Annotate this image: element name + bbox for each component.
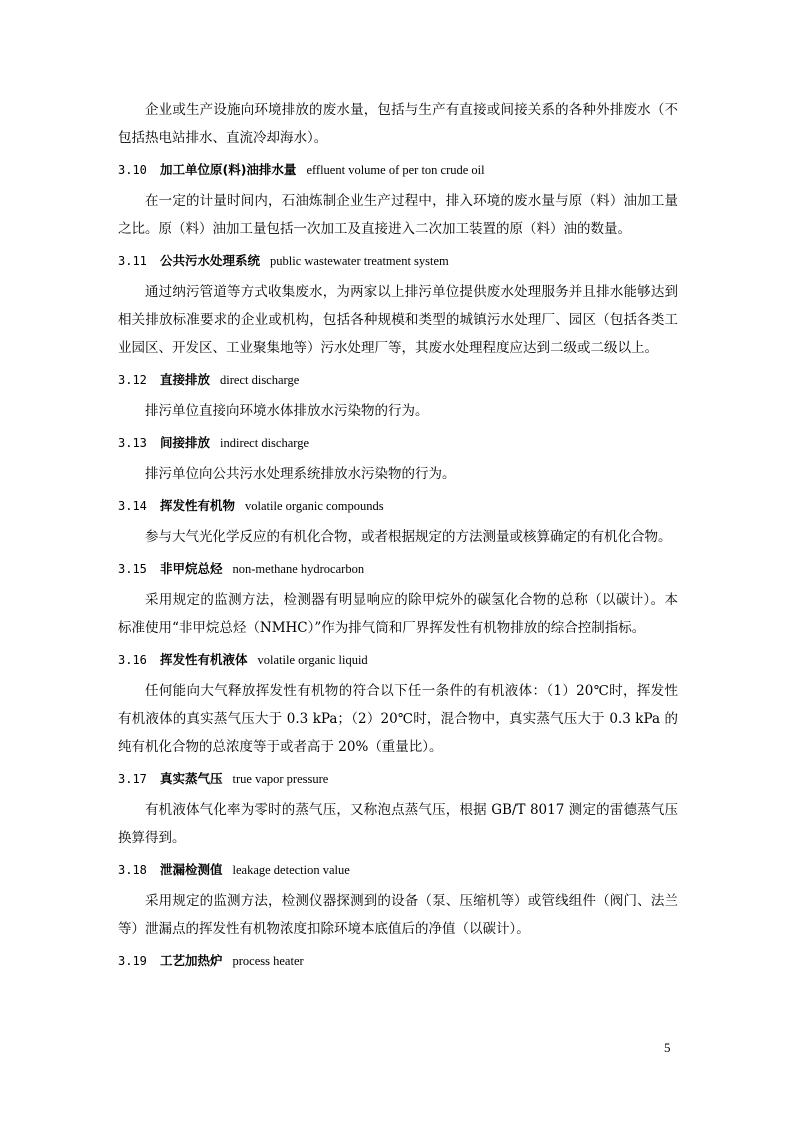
term-definition: 有机液体气化率为零时的蒸气压，又称泡点蒸气压，根据 GB/T 8017 测定的雷德蒸气压换算得到。 xyxy=(118,802,678,846)
term-section xyxy=(118,551,678,642)
term-section xyxy=(118,243,678,362)
term-definition: 参与大气光化学反应的有机化合物，或者根据规定的方法测量或核算确定的有机化合物。 xyxy=(145,529,672,545)
term-section xyxy=(118,642,678,761)
term-definition: 排污单位直接向环境水体排放水污染物的行为。 xyxy=(145,403,429,419)
term-heading xyxy=(118,642,678,677)
term-heading xyxy=(118,152,678,187)
term-heading xyxy=(118,761,678,796)
term-chinese-name: 泄漏检测值 xyxy=(160,862,223,877)
term-number: 3.17 xyxy=(118,772,147,786)
term-chinese-name: 工艺加热炉 xyxy=(160,953,223,968)
term-number: 3.19 xyxy=(118,954,147,968)
term-english-name: public wastewater treatment system xyxy=(270,254,449,268)
term-heading xyxy=(118,488,678,523)
document-page xyxy=(118,96,678,978)
term-definition: 排污单位向公共污水处理系统排放水污染物的行为。 xyxy=(145,466,456,482)
term-section xyxy=(118,425,678,488)
term-number: 3.12 xyxy=(118,373,147,387)
term-english-name: true vapor pressure xyxy=(232,772,329,786)
term-section xyxy=(118,152,678,243)
term-heading xyxy=(118,943,678,978)
term-english-name: process heater xyxy=(232,954,304,968)
term-definition: 在一定的计量时间内，石油炼制企业生产过程中，排入环境的废水量与原（料）油加工量之比。原（料）油加工量包括一次加工及直接进入二次加工装置的原（料）油的数量。 xyxy=(118,193,678,237)
term-chinese-name: 直接排放 xyxy=(160,372,211,387)
term-chinese-name: 挥发性有机物 xyxy=(160,498,236,513)
term-section xyxy=(118,761,678,852)
term-number: 3.16 xyxy=(118,653,147,667)
term-chinese-name: 真实蒸气压 xyxy=(160,771,223,786)
term-definition: 采用规定的监测方法，检测仪器探测到的设备（泵、压缩机等）或管线组件（阀门、法兰等）泄漏点的挥发性有机物浓度扣除环境本底值后的净值（以碳计）。 xyxy=(118,893,678,937)
term-heading xyxy=(118,551,678,586)
term-number: 3.13 xyxy=(118,436,147,450)
term-number: 3.15 xyxy=(118,562,147,576)
term-heading xyxy=(118,243,678,278)
term-definition: 任何能向大气释放挥发性有机物的符合以下任一条件的有机液体：（1）20℃时，挥发性有机液体的真实蒸气压大于 0.3 kPa；（2）20℃时，混合物中，真实蒸气压大于 0.3 kPa 的纯有机化合物的总浓度等于或者高于 20%（重量比）。 xyxy=(118,683,678,755)
term-number: 3.18 xyxy=(118,863,147,877)
term-number: 3.14 xyxy=(118,499,147,513)
term-section xyxy=(118,852,678,943)
term-heading xyxy=(118,852,678,887)
term-english-name: non-methane hydrocarbon xyxy=(232,562,365,576)
page-number: 5 xyxy=(664,1040,671,1055)
term-chinese-name: 挥发性有机液体 xyxy=(160,652,248,667)
term-heading xyxy=(118,425,678,460)
term-chinese-name: 间接排放 xyxy=(160,435,211,450)
term-section xyxy=(118,362,678,425)
term-english-name: volatile organic compounds xyxy=(245,499,384,513)
term-number: 3.11 xyxy=(118,254,147,268)
term-chinese-name: 非甲烷总烃 xyxy=(160,561,223,576)
term-english-name: volatile organic liquid xyxy=(257,653,368,667)
term-section xyxy=(118,488,678,551)
term-english-name: leakage detection value xyxy=(232,863,350,877)
term-chinese-name: 加工单位原(料)油排水量 xyxy=(160,162,297,177)
term-number: 3.10 xyxy=(118,163,147,177)
term-heading xyxy=(118,362,678,397)
term-section xyxy=(118,943,678,978)
intro-paragraph: 企业或生产设施向环境排放的废水量，包括与生产有直接或间接关系的各种外排废水（不包括热电站排水、直流冷却海水）。 xyxy=(118,102,678,146)
term-definition: 通过纳污管道等方式收集废水，为两家以上排污单位提供废水处理服务并且排水能够达到相关排放标准要求的企业或机构，包括各种规模和类型的城镇污水处理厂、园区（包括各类工业园区、开发区、工业聚集地等）污水处理厂等，其废水处理程度应达到二级或二级以上。 xyxy=(118,284,678,356)
term-chinese-name: 公共污水处理系统 xyxy=(160,253,261,268)
term-english-name: effluent volume of per ton crude oil xyxy=(306,163,485,177)
term-english-name: direct discharge xyxy=(220,373,300,387)
term-definition: 采用规定的监测方法，检测器有明显响应的除甲烷外的碳氢化合物的总称（以碳计）。本标准使用“非甲烷总烃（NMHC）”作为排气筒和厂界挥发性有机物排放的综合控制指标。 xyxy=(118,592,678,636)
term-english-name: indirect discharge xyxy=(220,436,309,450)
